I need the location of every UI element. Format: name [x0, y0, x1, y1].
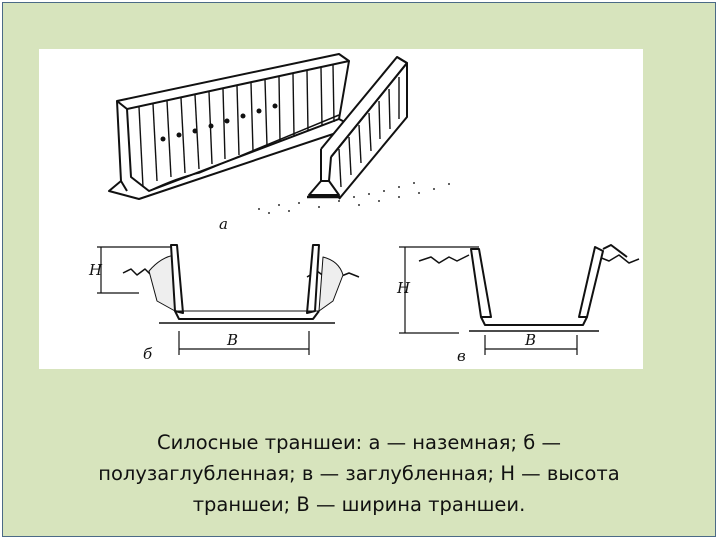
caption-line-2: полузаглубленная; в — заглубленная; Н — высота: [98, 462, 620, 485]
soil-pattern-a: [258, 182, 450, 214]
label-height-v: H: [397, 279, 411, 297]
slide: [2, 2, 716, 537]
label-width-v: B: [525, 331, 537, 349]
caption-line-3: траншеи; В — ширина траншеи.: [192, 493, 526, 516]
label-v: в: [457, 347, 466, 365]
trench-figure: [39, 49, 643, 369]
label-width-b: B: [227, 331, 239, 349]
above-ground-trench: [109, 54, 407, 199]
figure-caption: [23, 427, 695, 520]
caption-line-1: Силосные траншеи: а — наземная; б —: [156, 431, 561, 454]
semi-recessed-trench: [88, 245, 359, 363]
recessed-trench: [396, 245, 639, 365]
label-height-b: H: [89, 261, 103, 279]
label-a: а: [219, 215, 228, 233]
label-b: б: [143, 345, 153, 363]
trench-drawing: [39, 49, 643, 369]
